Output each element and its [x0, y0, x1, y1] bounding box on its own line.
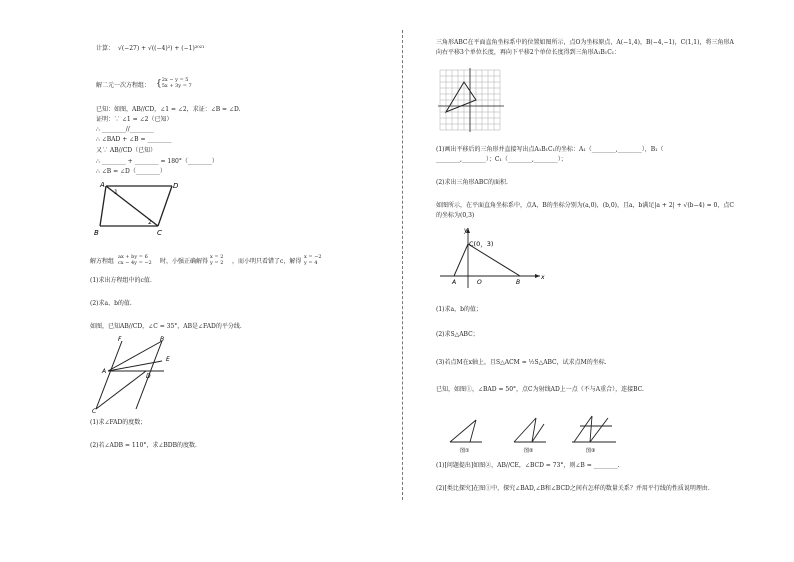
q5-label-C: C — [92, 408, 97, 413]
q4-sol1: x = 2 — [210, 254, 224, 260]
q1-expression: √(−27) + √((−4)²) + (−1)²⁰²¹ — [118, 45, 205, 52]
q4-mid2: ，而小明只看错了c，解得 — [232, 258, 302, 265]
q3-line5: ∴ ________ + ________ = 180°（________） — [96, 158, 218, 165]
q3-label-A: A — [100, 181, 105, 189]
q7-label-O: O — [477, 279, 482, 286]
q3-line4: 又∵ AB//CD（已知） — [96, 147, 157, 154]
q5-part2: (2)若∠ADB = 110°，求∠BDB的度数. — [90, 442, 197, 449]
q3-line1: 证明：∵ ∠1 = ∠2（已知） — [96, 116, 173, 123]
q4-sys2: cx − 4y = −2 — [118, 260, 152, 266]
q3-angle-2: 2 — [148, 219, 152, 226]
q6-coordinate-grid-figure — [436, 66, 510, 136]
q7-intro-line1: 如图所示，在平面直角坐标系中，点A，B的坐标分别为(a,0)，(b,0)，且a，b满足|a + 2| + √(b−4) = 0，点C — [436, 202, 734, 209]
q8-part1: (1)[问题提出]如图②，AB//CE，∠BCD = 73°，则∠B = ________. — [436, 462, 620, 469]
q8-figure-1 — [446, 414, 486, 454]
q8-figure-2 — [510, 412, 550, 454]
q5-part1: (1)求∠FAD的度数； — [90, 419, 147, 426]
q3-label-C: C — [157, 229, 162, 237]
q4-system — [118, 255, 152, 267]
q3-angle-1: 1 — [114, 189, 118, 196]
q4-sys1: ax + by = 6 — [118, 254, 148, 260]
q8-figure-3-caption: 图③ — [586, 448, 596, 454]
q7-label-A: A — [452, 279, 457, 286]
q7-label-C: C(0，3) — [469, 240, 494, 248]
q7-part2: (2)求S△ABC； — [436, 331, 479, 338]
q3-line6: ∴ ∠B = ∠D（________） — [96, 168, 166, 175]
q3-label-D: D — [173, 182, 179, 190]
q6-part1-line2: ________,________）；C₁（________,________）； — [436, 156, 567, 163]
q4-solution-2 — [304, 255, 322, 267]
column-divider — [402, 30, 403, 500]
q3-line2: ∴ ________//________ — [96, 126, 154, 133]
q6-part2: (2)求出三角形ABC的面积. — [436, 179, 508, 186]
q5-intro: 如图，已知AB//CD，∠C = 35°，AB是∠FAD的平分线. — [90, 323, 242, 330]
q4-intro: 解方程组 — [90, 258, 115, 265]
q7-triangle-axes-figure — [438, 224, 548, 290]
q7-label-B: B — [516, 279, 521, 286]
q7-label-y: y — [464, 227, 468, 234]
q3-line3: ∴ ∠BAD + ∠B = ________ — [96, 136, 172, 143]
q6-intro-line2: 向右平移3个单位长度，再向下平移2个单位长度得到三角形A₁B₁C₁： — [436, 49, 621, 56]
q2-label: 解二元一次方程组： — [96, 82, 151, 89]
q7-intro-line2: 的坐标为(0,3) — [436, 212, 475, 219]
q4-mid: 时，小强正确解得 — [160, 258, 209, 265]
q5-label-E: E — [166, 356, 170, 363]
q5-parallel-lines-figure — [88, 333, 180, 413]
q3-intro: 已知：如图，AB//CD，∠1 = ∠2，求证：∠B = ∠D. — [96, 106, 241, 113]
q8-figure-2-caption: 图② — [524, 448, 534, 454]
q8-figure-3 — [570, 410, 618, 454]
q4-sol3: x = −2 — [304, 254, 322, 260]
q4-part2: (2)求a、b的值. — [90, 300, 132, 307]
q4-sol2: y = 2 — [210, 260, 224, 266]
q8-figure-1-caption: 图① — [460, 448, 470, 454]
q5-label-D: D — [146, 373, 151, 380]
q7-label-x: x — [541, 274, 545, 281]
q7-part1: (1)求a，b的值； — [436, 306, 482, 313]
q2-system: { 2x − y = 5 5x + 3y = 7 — [156, 77, 192, 89]
q3-label-B: B — [94, 229, 99, 237]
q1-label: 计算： — [96, 45, 115, 52]
q5-label-B: B — [160, 336, 165, 343]
q5-label-A: A — [102, 368, 107, 375]
q3-parallelogram-figure — [94, 180, 184, 238]
q5-label-F: F — [118, 336, 122, 343]
q6-part1-line1: (1)画出平移后的三角形并直接写出点A₁B₁C₁的坐标：A₁（________,________），B₁（ — [436, 146, 664, 153]
q8-intro: 已知，如图①，∠BAD = 50°，点C为射线AD上一点（不与A重合），连接BC. — [436, 386, 644, 393]
q4-part1: (1)求出方程组中的c值. — [90, 277, 152, 284]
q8-part2: (2)[类比探究]在图①中，探究∠BAD,∠B和∠BCD之间有怎样的数量关系？并用平行线的性质说明理由. — [436, 485, 710, 492]
q2-eq1: 2x − y = 5 — [161, 77, 189, 83]
q6-intro-line1: 三角形ABC在平面直角坐标系中的位置如图所示，点O为坐标原点，A(−1,4)，B(−4,−1)，C(1,1)，将三角形A — [436, 39, 734, 46]
q2-eq2: 5x + 3y = 7 — [161, 83, 192, 89]
q4-sol4: y = 4 — [304, 260, 318, 266]
q4-solution-1 — [210, 255, 223, 267]
q7-part3: (3)若点M在x轴上，且S△ACM = ½S△ABC，试求点M的坐标. — [436, 359, 607, 366]
